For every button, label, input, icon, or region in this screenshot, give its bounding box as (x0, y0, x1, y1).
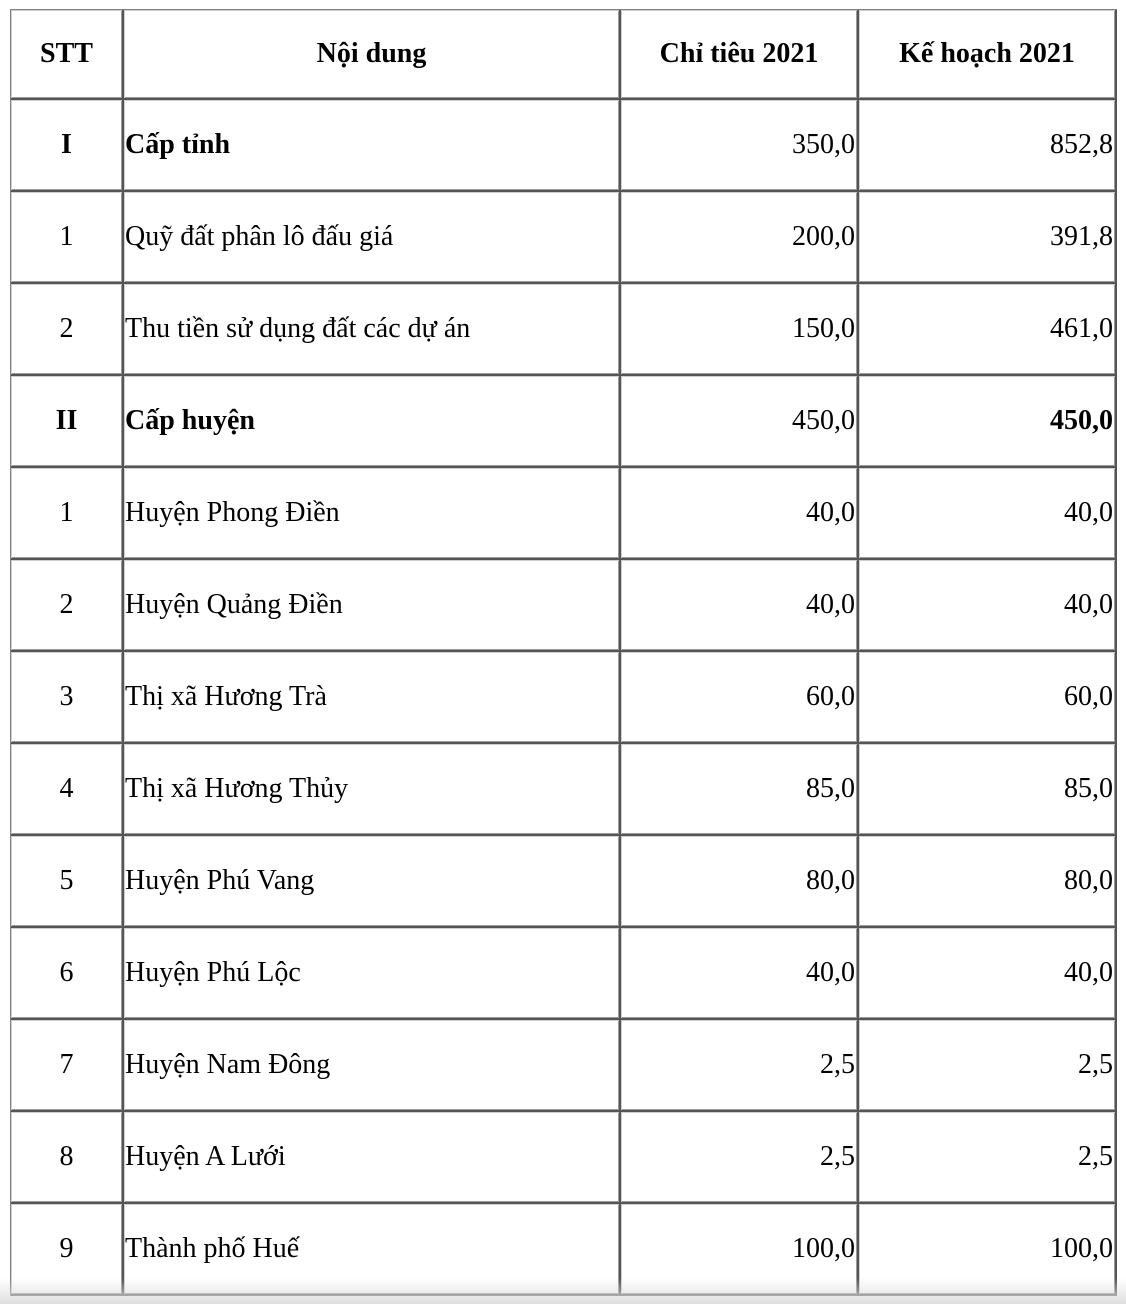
table-row (11, 1020, 1117, 1112)
row-stt: I (11, 100, 124, 192)
row-plan: 85,0 (859, 744, 1117, 836)
row-plan: 100,0 (859, 1204, 1117, 1296)
table-row (11, 836, 1117, 928)
row-content: Thu tiền sử dụng đất các dự án (124, 284, 621, 376)
row-stt: 2 (11, 560, 124, 652)
row-content: Huyện Phú Lộc (124, 928, 621, 1020)
table-row (11, 652, 1117, 744)
row-target: 450,0 (621, 376, 859, 468)
row-content: Thị xã Hương Thủy (124, 744, 621, 836)
row-target: 60,0 (621, 652, 859, 744)
table-row-province-level (11, 100, 1117, 192)
table-row (11, 284, 1117, 376)
row-content: Cấp tỉnh (124, 100, 621, 192)
table-row (11, 1112, 1117, 1204)
row-stt: II (11, 376, 124, 468)
header-target-2021: Chỉ tiêu 2021 (621, 10, 859, 100)
row-target: 40,0 (621, 468, 859, 560)
land-revenue-table-container (10, 9, 1116, 1296)
row-content: Thị xã Hương Trà (124, 652, 621, 744)
header-stt: STT (11, 10, 124, 100)
row-stt: 2 (11, 284, 124, 376)
header-plan-2021: Kế hoạch 2021 (859, 10, 1117, 100)
table-row (11, 1204, 1117, 1296)
row-plan: 2,5 (859, 1020, 1117, 1112)
row-plan: 461,0 (859, 284, 1117, 376)
row-plan: 450,0 (859, 376, 1117, 468)
row-stt: 7 (11, 1020, 124, 1112)
row-plan: 80,0 (859, 836, 1117, 928)
row-stt: 1 (11, 468, 124, 560)
row-plan: 852,8 (859, 100, 1117, 192)
table-row-district-level (11, 376, 1117, 468)
row-plan: 2,5 (859, 1112, 1117, 1204)
row-stt: 1 (11, 192, 124, 284)
row-stt: 3 (11, 652, 124, 744)
header-content: Nội dung (124, 10, 621, 100)
row-stt: 5 (11, 836, 124, 928)
row-plan: 60,0 (859, 652, 1117, 744)
table-header-row (11, 10, 1117, 100)
row-plan: 40,0 (859, 560, 1117, 652)
row-target: 85,0 (621, 744, 859, 836)
row-stt: 6 (11, 928, 124, 1020)
row-content: Huyện Phú Vang (124, 836, 621, 928)
row-target: 100,0 (621, 1204, 859, 1296)
table-row (11, 928, 1117, 1020)
row-plan: 40,0 (859, 928, 1117, 1020)
row-target: 40,0 (621, 560, 859, 652)
table-row (11, 192, 1117, 284)
row-content: Huyện Phong Điền (124, 468, 621, 560)
row-target: 40,0 (621, 928, 859, 1020)
row-content: Huyện Quảng Điền (124, 560, 621, 652)
row-stt: 9 (11, 1204, 124, 1296)
row-content: Thành phố Huế (124, 1204, 621, 1296)
row-target: 350,0 (621, 100, 859, 192)
row-target: 2,5 (621, 1020, 859, 1112)
row-content: Huyện A Lưới (124, 1112, 621, 1204)
row-plan: 391,8 (859, 192, 1117, 284)
table-row (11, 468, 1117, 560)
row-content: Cấp huyện (124, 376, 621, 468)
row-stt: 8 (11, 1112, 124, 1204)
row-target: 150,0 (621, 284, 859, 376)
land-revenue-table (10, 9, 1117, 1296)
row-target: 200,0 (621, 192, 859, 284)
row-target: 80,0 (621, 836, 859, 928)
row-content: Quỹ đất phân lô đấu giá (124, 192, 621, 284)
row-target: 2,5 (621, 1112, 859, 1204)
table-row (11, 744, 1117, 836)
row-stt: 4 (11, 744, 124, 836)
row-content: Huyện Nam Đông (124, 1020, 621, 1112)
table-row (11, 560, 1117, 652)
row-plan: 40,0 (859, 468, 1117, 560)
